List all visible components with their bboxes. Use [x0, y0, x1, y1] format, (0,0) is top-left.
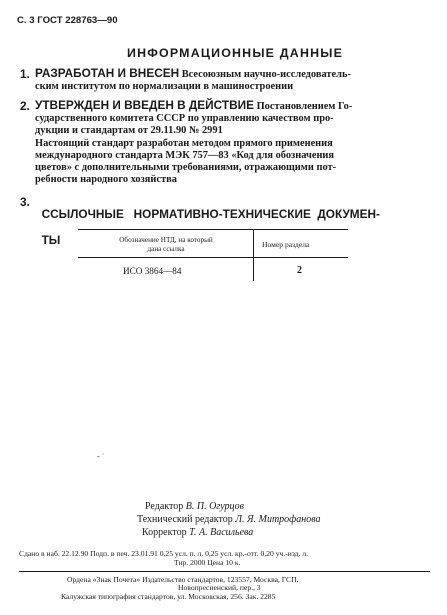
- editor-label: Редактор: [145, 501, 184, 512]
- table-header-rule: [78, 257, 348, 258]
- tech-editor-name: Л. Я. Митрофанова: [235, 514, 321, 525]
- imprint-printer: Калужская типография стандартов, ул. Московская, 256. Зак. 2285: [61, 592, 276, 601]
- editors-block: [137, 500, 321, 539]
- imprint-print-data: Сдано в наб. 22.12.90 Подп. в печ. 23.01.91 0,25 усл. п. л. 0,25 усл. кр.-отт. 0,20 уч.-изд. л.: [19, 549, 309, 558]
- page-title: ИНФОРМАЦИОННЫЕ ДАННЫЕ: [127, 46, 344, 60]
- imprint-publisher: Ордена «Знак Почета» Издательство стандартов, 123557, Москва, ГСП,: [67, 575, 299, 584]
- stray-mark: - ˈ: [97, 452, 105, 461]
- item-1-text: [35, 67, 351, 93]
- page-header: С. 3 ГОСТ 228763—90: [17, 15, 118, 26]
- table-header-doc-line2: дана ссылка: [147, 244, 185, 253]
- editor-line: [137, 500, 321, 513]
- table-column-divider: [253, 229, 254, 281]
- item-2-heading: УТВЕРЖДЕН И ВВЕДЕН В ДЕЙСТВИЕ: [35, 98, 254, 112]
- corrector-name: Т. А. Васильева: [189, 527, 254, 538]
- item-1-line2: ским институтом по нормализации в машиностроении: [35, 81, 294, 93]
- item-2-line6: цветов» с дополнительными требованиями, отражающими пот-: [35, 162, 337, 174]
- item-2-number: 2.: [20, 99, 30, 113]
- item-1-heading: РАЗРАБОТАН И ВНЕСЕН: [35, 66, 180, 80]
- item-3-heading-line2: ТЫ: [41, 233, 61, 247]
- item-3-heading-line1: ССЫЛОЧНЫЕ НОРМАТИВНО-ТЕХНИЧЕСКИЕ ДОКУМЕН-: [41, 207, 380, 221]
- item-2-line2: сударственного комитета СССР по управлению качеством про-: [35, 113, 334, 125]
- item-1-line1-rest: Всесоюзным научно-исследователь-: [179, 69, 351, 80]
- item-2-text: [35, 99, 352, 186]
- item-2-line1-rest: Постановлением Го-: [253, 101, 353, 112]
- table-header-doc-line1: Обозначение НТД, на который: [119, 236, 213, 244]
- corrector-line: [137, 526, 321, 539]
- editor-name: В. П. Огурцов: [185, 501, 244, 512]
- item-2-line5: международного стандарта МЭК 757—83 «Код для обозначения: [35, 149, 335, 161]
- item-2-line4: Настоящий стандарт разработан методом прямого применения: [35, 137, 333, 149]
- item-1-number: 1.: [20, 67, 30, 81]
- table-header-section: Номер раздела: [262, 240, 310, 249]
- table-top-rule: [78, 229, 348, 230]
- table-cell-section: 2: [297, 265, 302, 276]
- item-2-line7: ребности народного хозяйства: [35, 174, 177, 186]
- imprint-divider: [19, 571, 430, 572]
- table-header-doc: [85, 236, 247, 253]
- item-3-number: 3.: [20, 195, 30, 209]
- tech-editor-label: Технический редактор: [137, 514, 233, 525]
- corrector-label: Корректор: [142, 527, 187, 538]
- imprint-circulation: Тир. 2000 Цена 10 к.: [174, 558, 241, 567]
- table-cell-doc: ИСО 3864—84: [123, 266, 182, 276]
- tech-editor-line: [137, 513, 321, 526]
- imprint-publisher-address: Новопресненский, пер., 3: [178, 583, 261, 592]
- item-2-line3: дукции и стандартам от 29.11.90 № 2991: [35, 125, 223, 137]
